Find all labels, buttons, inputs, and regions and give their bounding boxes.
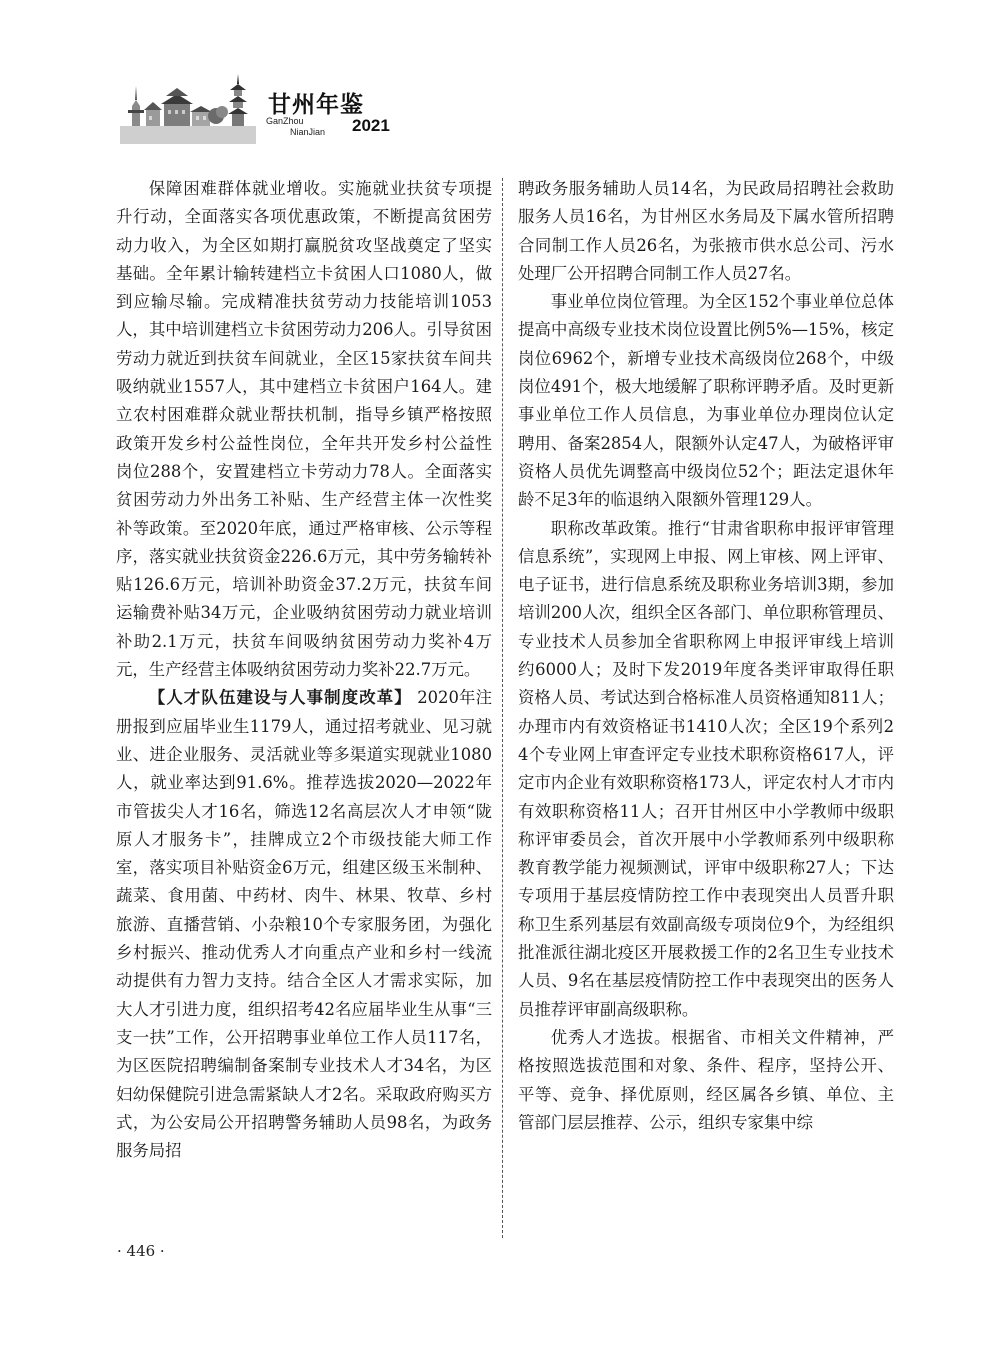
- section-heading-talent-reform: 【人才队伍建设与人事制度改革】: [148, 688, 412, 708]
- page-header: [118, 66, 418, 148]
- paragraph-title-reform: 职称改革政策。推行“甘肃省职称申报评审管理信息系统”，实现网上申报、网上审核、网上评审、电子证书，进行信息系统及职称业务培训3期，参加培训200人次，组织全区各部门、单位职称管理员、专业技术人员参加全省职称网上申报评审线上培训约6000人；及时下发2019年度各类评审取得任职资格人员、考试达到合格标准人员资格通知811人；办理市内有效资格证书1410人次；全区19个系列24个专业网上审查评定专业技术职称资格617人，评定市内企业有效职称资格173人，评定农村人才市内有效职称资格11人；召开甘州区中小学教师中级职称评审委员会，首次开展中小学教师系列中级职称教育教学能力视频测试，评审中级职称27人；下达专项用于基层疫情防控工作中表现突出人员晋升职称卫生系列基层有效副高级专项岗位9个，为经组织批准派往湖北疫区开展救援工作的2名卫生专业技术人员、9名在基层疫情防控工作中表现突出的医务人员推荐评审副高级职称。: [518, 518, 894, 1019]
- yearbook-brand-title: 甘州年鉴: [268, 91, 364, 118]
- talent-reform-body: 2020年注册报到应届毕业生1179人，通过招考就业、见习就业、进企业服务、灵活就业等多渠道实现就业1080人，就业率达到91.6%。推荐选拔2020—2022年市管拔尖人才16名，筛选12名高层次人才申领“陇原人才服务卡”，挂牌成立2个市级技能大师工作室，落实项目补贴资金6万元，组建区级玉米制种、蔬菜、食用菌、中药材、肉牛、林果、牧草、乡村旅游、直播营销、小杂粮10个专家服务团，为强化乡村振兴、推动优秀人才向重点产业和乡村一线流动提供有力智力支持。结合全区人才需求实际，加大人才引进力度，组织招考42名应届毕业生从事“三支一扶”工作，公开招聘事业单位工作人员117名，为区医院招聘编制备案制专业技术人才34名，为区妇幼保健院引进急需紧缺人才2名。采取政府购买方式，为公安局公开招聘警务辅助人员98名，为政务服务局招: [116, 688, 492, 1161]
- page-number: · 446 ·: [117, 1242, 165, 1260]
- paragraph-talent-reform: [116, 684, 492, 1165]
- paragraph-post-management: 事业单位岗位管理。为全区152个事业单位总体提高中高级专业技术岗位设置比例5%—15%，核定岗位6962个，新增专业技术高级岗位268个，中级岗位491个，极大地缓解了职称评聘矛盾。及时更新事业单位工作人员信息，为事业单位办理岗位认定聘用、备案2854人，限额外认定47人，为破格评审资格人员优先调整高中级岗位52个；距法定退休年龄不足3年的临退纳入限额外管理129人。: [518, 292, 894, 510]
- brand-pinyin-line1: GanZhou: [266, 116, 304, 126]
- paragraph-talent-selection: 优秀人才选拔。根据省、市相关文件精神，严格按照选拔范围和对象、条件、程序，坚持公开、平等、竞争、择优原则，经区属各乡镇、单位、主管部门层层推荐、公示，组织专家集中综: [518, 1027, 894, 1132]
- right-column: [518, 175, 894, 1137]
- brand-year: 2021: [352, 116, 390, 135]
- brand-pinyin-line2: NianJian: [290, 127, 326, 137]
- paragraph-continued-recruitment: 聘政务服务辅助人员14名，为民政局招聘社会救助服务人员16名，为甘州区水务局及下属水管所招聘合同制工作人员26名，为张掖市供水总公司、污水处理厂公开招聘合同制工作人员27名。: [518, 179, 894, 283]
- city-skyline-illustration: [118, 66, 258, 148]
- column-divider: [502, 178, 503, 1238]
- left-column: [116, 175, 492, 1165]
- paragraph-poverty-employment: 保障困难群体就业增收。实施就业扶贫专项提升行动，全面落实各项优惠政策，不断提高贫困劳动力收入，为全区如期打赢脱贫攻坚战奠定了坚实基础。全年累计输转建档立卡贫困人口1080人，做到应输尽输。完成精准扶贫劳动力技能培训1053人，其中培训建档立卡贫困劳动力206人。引导贫困劳动力就近到扶贫车间就业，全区15家扶贫车间共吸纳就业1557人，其中建档立卡贫困户164人。建立农村困难群众就业帮扶机制，指导乡镇严格按照政策开发乡村公益性岗位，全年共开发乡村公益性岗位288个，安置建档立卡劳动力78人。全面落实贫困劳动力外出务工补贴、生产经营主体一次性奖补等政策。至2020年底，通过严格审核、公示等程序，落实就业扶贫资金226.6万元，其中劳务输转补贴126.6万元，培训补助资金37.2万元，扶贫车间运输费补贴34万元，企业吸纳贫困劳动力就业培训补助2.1万元，扶贫车间吸纳贫困劳动力奖补4万元，生产经营主体吸纳贫困劳动力奖补22.7万元。: [116, 179, 492, 680]
